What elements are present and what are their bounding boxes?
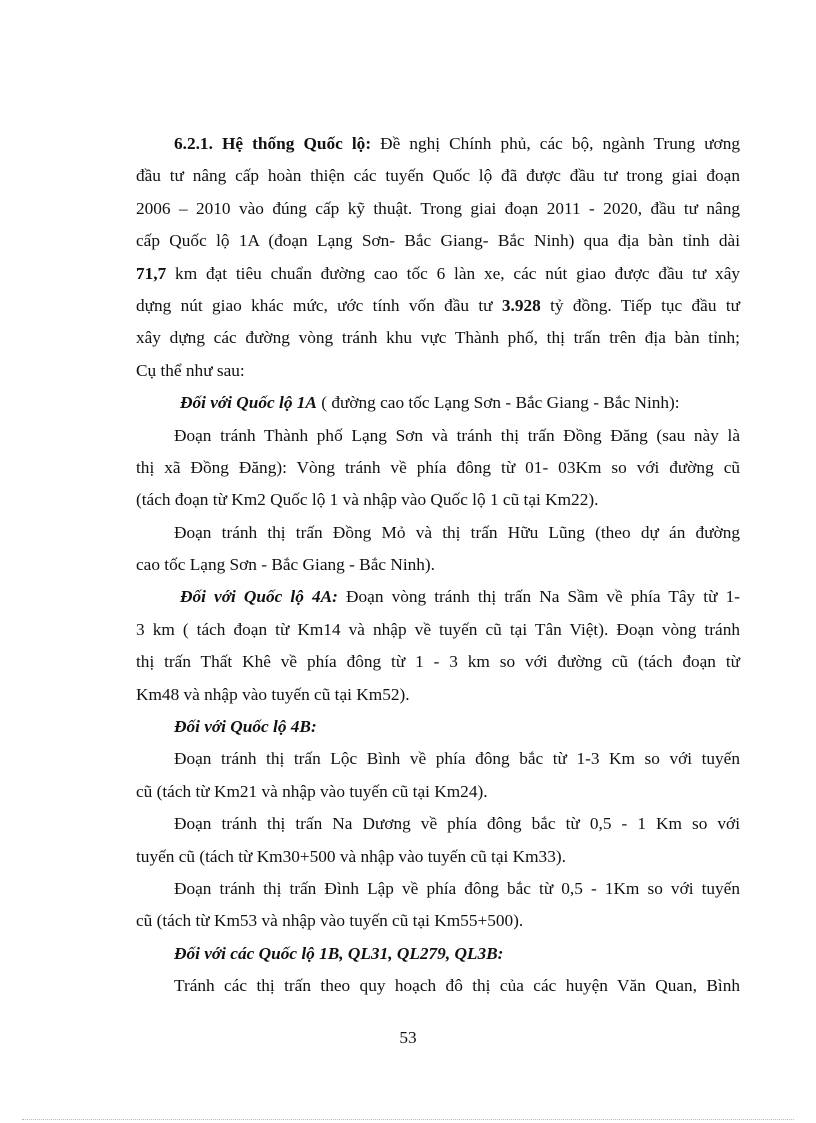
paragraph-line: dựng nút giao khác mức, ước tính vốn đầu tư 3.928 tỷ đồng. Tiếp tục đầu tư (136, 295, 740, 315)
subsection-heading: Đối với Quốc lộ 4A: (180, 587, 338, 607)
paragraph-line: Đoạn tránh thị trấn Na Dương về phía đông bắc từ 0,5 - 1 Km so với (174, 814, 740, 834)
paragraph-line: Cụ thể như sau: (136, 360, 245, 380)
subsection-heading: Đối với Quốc lộ 1A (180, 393, 317, 413)
paragraph-line: thị xã Đồng Đăng): Vòng tránh về phía đông từ 01- 03Km so với đường cũ (136, 457, 740, 477)
paragraph-line (136, 711, 740, 743)
section-heading: 6.2.1. Hệ thống Quốc lộ: (174, 134, 372, 153)
paragraph-line: Tránh các thị trấn theo quy hoạch đô thị của các huyện Văn Quan, Bình (174, 976, 740, 996)
paragraph-line: cấp Quốc lộ 1A (đoạn Lạng Sơn- Bắc Giang- Bắc Ninh) qua địa bàn tỉnh dài (136, 231, 740, 251)
subsection-heading: Đối với các Quốc lộ 1B, QL31, QL279, QL3B: (174, 943, 504, 963)
paragraph-line: cũ (tách từ Km53 và nhập vào tuyến cũ tại Km55+500). (136, 911, 524, 931)
paragraph-line: đầu tư nâng cấp hoàn thiện các tuyến Quốc lộ đã được đầu tư trong giai đoạn (136, 166, 740, 186)
paragraph-line: Đoạn tránh thị trấn Đình Lập về phía đông bắc từ 0,5 - 1Km so với tuyến (174, 878, 740, 898)
paragraph-line: Đối với Quốc lộ 4A: Đoạn vòng tránh thị trấn Na Sầm về phía Tây từ 1- (180, 587, 740, 607)
paragraph-line: xây dựng các đường vòng tránh khu vực Thành phố, thị trấn trên địa bàn tỉnh; (136, 328, 740, 348)
paragraph-line: Đoạn tránh thị trấn Lộc Bình về phía đông bắc từ 1-3 Km so với tuyến (174, 749, 740, 769)
highlight-value: 3.928 (501, 295, 541, 315)
paragraph-line: Đối với Quốc lộ 1A ( đường cao tốc Lạng Sơn - Bắc Giang - Bắc Ninh): (180, 393, 680, 413)
paragraph-line: (tách đoạn từ Km2 Quốc lộ 1 và nhập vào Quốc lộ 1 cũ tại Km22). (136, 490, 599, 510)
subsection-heading: Đối với Quốc lộ 4B: (174, 717, 317, 737)
page-border (22, 1119, 794, 1120)
paragraph-line: 71,7 km đạt tiêu chuẩn đường cao tốc 6 làn xe, các nút giao được đầu tư xây (136, 263, 740, 283)
page-number: 53 (399, 1028, 417, 1047)
paragraph-line: Đoạn tránh thị trấn Đồng Mỏ và thị trấn Hữu Lũng (theo dự án đường (174, 522, 740, 542)
paragraph-line: thị trấn Thất Khê về phía đông từ 1 - 3 km so với đường cũ (tách đoạn từ (136, 652, 740, 672)
paragraph-line: tuyến cũ (tách từ Km30+500 và nhập vào tuyến cũ tại Km33). (136, 846, 566, 866)
paragraph-line (136, 938, 740, 970)
paragraph-line: Km48 và nhập vào tuyến cũ tại Km52). (136, 684, 410, 704)
paragraph-line: 3 km ( tách đoạn từ Km14 và nhập về tuyến cũ tại Tân Việt). Đoạn vòng tránh (136, 619, 740, 639)
body-text (136, 128, 740, 1003)
paragraph-line: 2006 – 2010 vào đúng cấp kỹ thuật. Trong giai đoạn 2011 - 2020, đầu tư nâng (136, 198, 740, 218)
paragraph-line: Đoạn tránh Thành phố Lạng Sơn và tránh thị trấn Đồng Đăng (sau này là (174, 425, 740, 445)
paragraph-line: 6.2.1. Hệ thống Quốc lộ: Đề nghị Chính phủ, các bộ, ngành Trung ương (174, 134, 740, 153)
paragraph-line: cao tốc Lạng Sơn - Bắc Giang - Bắc Ninh). (136, 555, 435, 575)
highlight-value: 71,7 (136, 263, 167, 283)
paragraph-line: cũ (tách từ Km21 và nhập vào tuyến cũ tại Km24). (136, 781, 488, 801)
